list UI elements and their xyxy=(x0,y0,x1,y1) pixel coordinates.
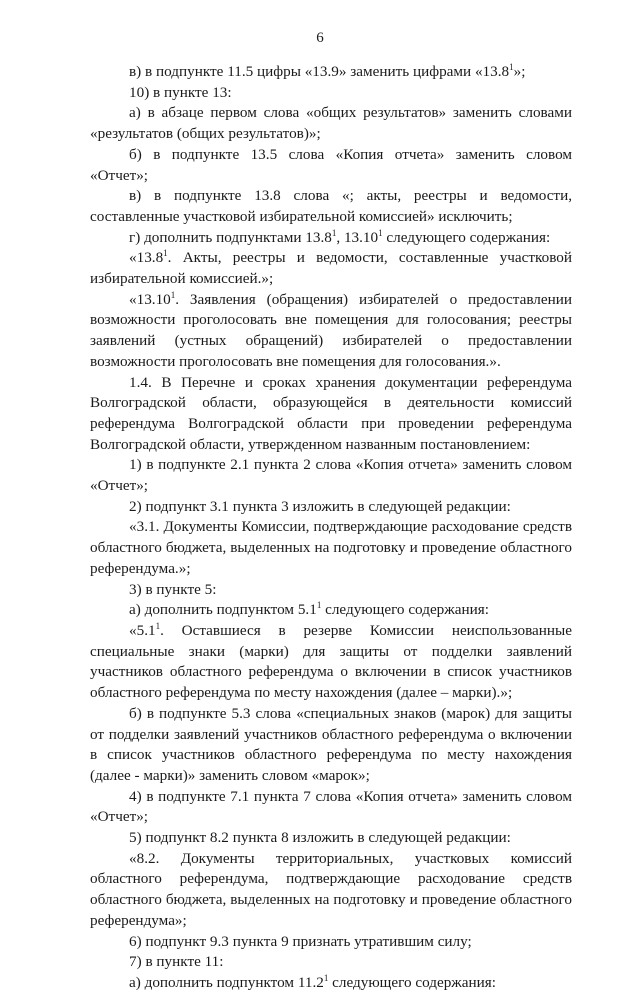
paragraph-text: 3) в пункте 5: xyxy=(129,580,217,598)
paragraph-text: в) в подпункте 11.5 цифры «13.9» заменить цифрами «13.8 xyxy=(129,63,510,80)
paragraph-text: 2) подпункт 3.1 пункта 3 изложить в следующей редакции: xyxy=(129,497,511,515)
superscript: 1 xyxy=(170,289,176,300)
paragraph-text: 4) в подпункте 7.1 пункта 7 слова «Копия отчета» заменить словом «Отчет»; xyxy=(90,787,572,826)
paragraph xyxy=(90,828,572,849)
paragraph-text: следующего содержания: xyxy=(382,228,551,246)
paragraph-text: г) дополнить подпунктами 13.8 xyxy=(129,228,332,246)
paragraph-text: 6) подпункт 9.3 пункта 9 признать утратившим силу; xyxy=(129,932,472,950)
superscript: 1 xyxy=(316,600,322,611)
paragraph xyxy=(90,621,572,704)
paragraph xyxy=(90,103,572,144)
paragraph xyxy=(90,704,572,787)
paragraph xyxy=(90,83,572,104)
document-body xyxy=(90,62,572,994)
paragraph xyxy=(90,62,572,83)
paragraph-text: «3.1. Документы Комиссии, подтверждающие расходование средств областного бюджета, выделенных на подготовку и проведение областного референдума.»; xyxy=(90,518,572,577)
paragraph-text: . Акты, реестры и ведомости, составленные участковой избирательной комиссией.»; xyxy=(90,249,572,288)
superscript: 1 xyxy=(155,620,161,631)
paragraph-text: »; xyxy=(513,63,526,80)
paragraph-text: «8.2. Документы территориальных, участковых комиссий областного референдума, подтверждающие расходование средств областного бюджета, выделенных на подготовку и проведение областного референдума»; xyxy=(90,849,572,929)
superscript: 1 xyxy=(378,227,383,238)
paragraph-text: . Оставшиеся в резерве Комиссии неиспользованные специальные знаки (марки) для защиты от подделки заявлений участников областного референдума о включении в список участников областного референдума по месту нахождения (далее – марки).»; xyxy=(90,621,572,702)
paragraph xyxy=(90,973,572,994)
superscript: 1 xyxy=(509,62,514,72)
paragraph-text: следующего содержания: xyxy=(328,973,496,991)
superscript: 1 xyxy=(331,227,337,238)
paragraph xyxy=(90,228,572,249)
paragraph xyxy=(90,932,572,953)
paragraph-text: «5.1 xyxy=(129,621,156,639)
page-number: 6 xyxy=(316,30,324,46)
paragraph-text: 1) в подпункте 2.1 пункта 2 слова «Копия отчета» заменить словом «Отчет»; xyxy=(90,456,572,495)
paragraph-text: «13.10 xyxy=(129,290,171,308)
paragraph-text: а) в абзаце первом слова «общих результатов» заменить словами «результатов (общих результатов)»; xyxy=(90,104,572,143)
paragraph xyxy=(90,373,572,456)
paragraph xyxy=(90,497,572,518)
paragraph xyxy=(90,517,572,579)
paragraph xyxy=(90,600,572,621)
paragraph-text: . Заявления (обращения) избирателей о предоставлении возможности проголосовать вне помещения для голосования; реестры заявлений (устных обращений) избирателей о предоставлении возможности проголосовать вне помещения для голосования.». xyxy=(90,290,572,370)
paragraph-text: 7) в пункте 11: xyxy=(129,953,224,971)
paragraph-text: 1.4. В Перечне и сроках хранения документации референдума Волгоградской области, образующейся в деятельности комиссий референдума Волгоградской области при проведении референдума Волгоградской области, утвержденном названным постановлением: xyxy=(90,373,572,453)
paragraph-text: в) в подпункте 13.8 слова «; акты, реестры и ведомости, составленные участковой избирательной комиссией» исключить; xyxy=(90,187,572,225)
paragraph xyxy=(90,186,572,227)
paragraph-text: 10) в пункте 13: xyxy=(129,83,232,101)
paragraph xyxy=(90,849,572,932)
paragraph xyxy=(90,145,572,186)
paragraph-text: а) дополнить подпунктом 11.2 xyxy=(129,973,324,991)
paragraph-text: «13.8 xyxy=(129,249,164,267)
paragraph xyxy=(90,787,572,828)
superscript: 1 xyxy=(323,972,329,983)
paragraph-text: б) в подпункте 13.5 слова «Копия отчета» заменить словом «Отчет»; xyxy=(90,145,572,184)
paragraph-text: следующего содержания: xyxy=(321,601,489,619)
paragraph-text: а) дополнить подпунктом 5.1 xyxy=(129,601,317,619)
paragraph xyxy=(90,455,572,496)
paragraph-text: б) в подпункте 5.3 слова «специальных знаков (марок) для защиты от подделки заявлений участников областного референдума о включении в список участников областного референдума по месту нахождения (далее - марки)» заменить словом «марок»; xyxy=(90,704,572,784)
paragraph-text: 5) подпункт 8.2 пункта 8 изложить в следующей редакции: xyxy=(129,829,511,847)
paragraph xyxy=(90,952,572,973)
paragraph xyxy=(90,248,572,289)
paragraph xyxy=(90,290,572,373)
paragraph xyxy=(90,580,572,601)
superscript: 1 xyxy=(163,248,168,259)
paragraph-text: , 13.10 xyxy=(336,228,379,246)
